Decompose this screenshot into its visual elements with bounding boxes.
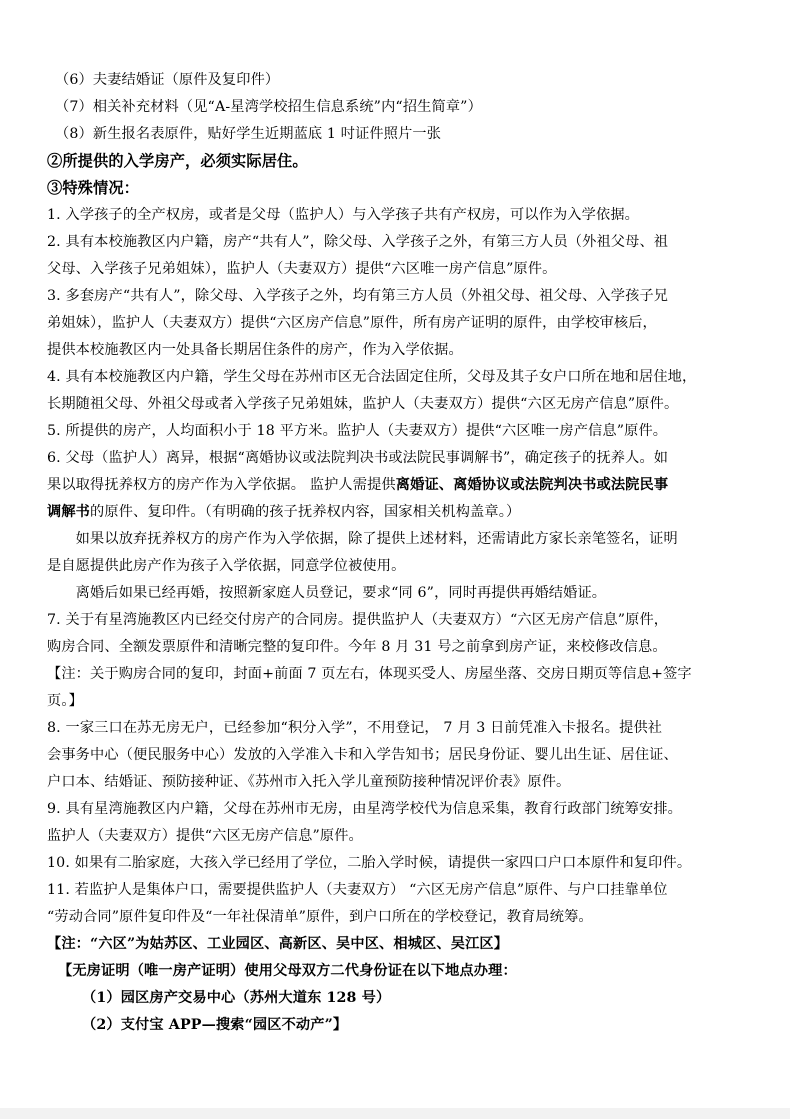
line-segment: 【注：关于购房合同的复印，封面+前面 7 页左右，体现买受人、房屋坐落、交房日期页等信息+签字 [47,666,692,682]
text-line-17 [47,502,520,522]
text-line-22 [47,637,667,657]
text-line-5 [47,178,139,198]
text-line-24 [47,691,83,711]
line-segment: 弟姐妹），监护人（夫妻双方）提供“六区房产信息”原件，所有房产证明的原件，由学校审核后， [47,315,657,331]
text-line-27 [47,772,570,792]
line-segment: 8. 一家三口在苏无房无户，已经参加“积分入学”，不用登记， 7 月 3 日前凭准入卡报名。提供社 [47,720,663,736]
text-line-3 [55,124,441,144]
line-segment: 果以取得抚养权方的房产作为入学依据。 监护人需提供 [47,477,396,493]
note-location-2 [82,1015,347,1035]
text-line-15 [47,448,668,468]
line-segment: 父母、入学孩子兄弟姐妹），监护人（夫妻双方）提供“六区唯一房产信息”原件。 [47,261,557,277]
text-line-29 [47,826,363,846]
text-line-8 [47,259,557,279]
text-line-21 [47,610,668,630]
line-segment: （8）新生报名表原件，贴好学生近期蓝底 1 吋证件照片一张 [55,126,442,142]
text-line-26 [47,745,678,765]
line-segment: 7. 关于有星湾施教区内已经交付房产的合同房。提供监护人（夫妻双方）“六区无房产信息”原件， [47,612,669,628]
line-segment-bold: 离婚证、离婚协议或法院判决书或法院民事 [395,477,669,493]
line-segment: 4. 具有本校施教区内户籍，学生父母在苏州市区无合法固定住所，父母及其子女户口所在地和居住地， [47,369,697,385]
text-line-10 [47,313,657,333]
line-segment: 10. 如果有二胎家庭，大孩入学已经用了学位，二胎入学时候，请提供一家四口户口本原件和复印件。 [47,855,692,871]
line-segment-bold: （2）支付宝 APP—搜索“园区不动产”】 [82,1017,348,1033]
line-segment: 9. 具有星湾施教区内户籍，父母在苏州市无房，由星湾学校代为信息采集，教育行政部门统筹安排。 [47,801,683,817]
text-line-23 [47,664,692,684]
line-segment: （7）相关补充材料（见“A-星湾学校招生信息系统”内“招生简章”） [55,99,482,115]
line-segment-bold: 【无房证明（唯一房产证明）使用父母双方二代身份证在以下地点办理： [58,963,517,979]
line-segment: （6）夫妻结婚证（原件及复印件） [55,72,280,88]
line-segment: 页。】 [47,693,83,709]
line-segment: 11. 若监护人是集体户口，需要提供监护人（夫妻双方） “六区无房产信息”原件、与户口挂靠单位 [47,882,668,898]
line-segment: 是自愿提供此房产作为孩子入学依据，同意学位被使用。 [47,558,406,574]
line-segment: 1. 入学孩子的全产权房，或者是父母（监护人）与入学孩子共有产权房，可以作为入学依据。 [47,207,639,223]
text-line-4 [47,151,308,171]
text-line-28 [47,799,682,819]
note-six-districts [47,934,508,954]
text-line-18 [47,529,678,549]
line-segment: 购房合同、全额发票原件和清晰完整的复印件。今年 8 月 31 号之前拿到房产证，来校修改信息。 [47,639,667,655]
text-line-12 [47,367,696,387]
line-segment: 会事务中心（便民服务中心）发放的入学准入卡和入学告知书；居民身份证、婴儿出生证、居住证、 [47,747,678,763]
text-line-32 [47,907,593,927]
line-segment: 监护人（夫妻双方）提供“六区无房产信息”原件。 [47,828,363,844]
text-line-19 [47,556,405,576]
text-line-20 [47,583,606,603]
line-segment: 如果以放弃抚养权方的房产作为入学依据，除了提供上述材料，还需请此方家长亲笔签名，证明 [47,531,678,547]
text-line-25 [47,718,662,738]
text-line-14 [47,421,667,441]
page-bottom-edge [0,1108,790,1119]
line-segment: 的原件、复印件。（有明确的孩子抚养权内容，国家相关机构盖章。） [90,504,521,520]
line-segment: ②所提供的入学房产，必须实际居住。 [47,152,308,170]
line-segment: 6. 父母（监护人）离异，根据“离婚协议或法院判决书或法院民事调解书”，确定孩子的抚养人。如 [47,450,669,466]
line-segment: 2. 具有本校施教区内户籍，房产“共有人”，除父母、入学孩子之外，有第三方人员（外祖父母、祖 [47,234,669,250]
line-segment: ③特殊情况： [47,179,140,197]
line-segment: 3. 多套房产“共有人”，除父母、入学孩子之外，均有第三方人员（外祖父母、祖父母、入学孩子兄 [47,288,669,304]
line-segment: 提供本校施教区内一处具备长期居住条件的房产，作为入学依据。 [47,342,463,358]
note-location-1 [82,988,390,1008]
text-line-11 [47,340,463,360]
line-segment-bold: （1）园区房产交易中心（苏州大道东 128 号） [82,990,391,1006]
text-line-13 [47,394,678,414]
text-line-9 [47,286,668,306]
line-segment: 长期随祖父母、外祖父母或者入学孩子兄弟姐妹，监护人（夫妻双方）提供“六区无房产信息”原件。 [47,396,679,412]
text-line-2 [55,97,482,117]
line-segment: 户口本、结婚证、预防接种证、《苏州市入托入学儿童预防接种情况评价表》原件。 [47,774,571,790]
text-line-30 [47,853,691,873]
line-segment-bold: 调解书 [47,504,91,520]
text-line-1 [55,70,279,90]
note-no-house-proof [58,961,517,981]
text-line-31 [47,880,668,900]
line-segment-bold: 【注：“六区”为姑苏区、工业园区、高新区、吴中区、相城区、吴江区】 [47,936,509,952]
line-segment: 5. 所提供的房产，人均面积小于 18 平方米。监护人（夫妻双方）提供“六区唯一房产信息”原件。 [47,423,668,439]
line-segment: 离婚后如果已经再婚，按照新家庭人员登记，要求“同 6”，同时再提供再婚结婚证。 [47,585,607,601]
line-segment: “劳动合同”原件复印件及“一年社保清单”原件，到户口所在的学校登记，教育局统筹。 [47,909,593,925]
text-line-16 [47,475,668,495]
text-line-7 [47,232,668,252]
text-line-6 [47,205,639,225]
